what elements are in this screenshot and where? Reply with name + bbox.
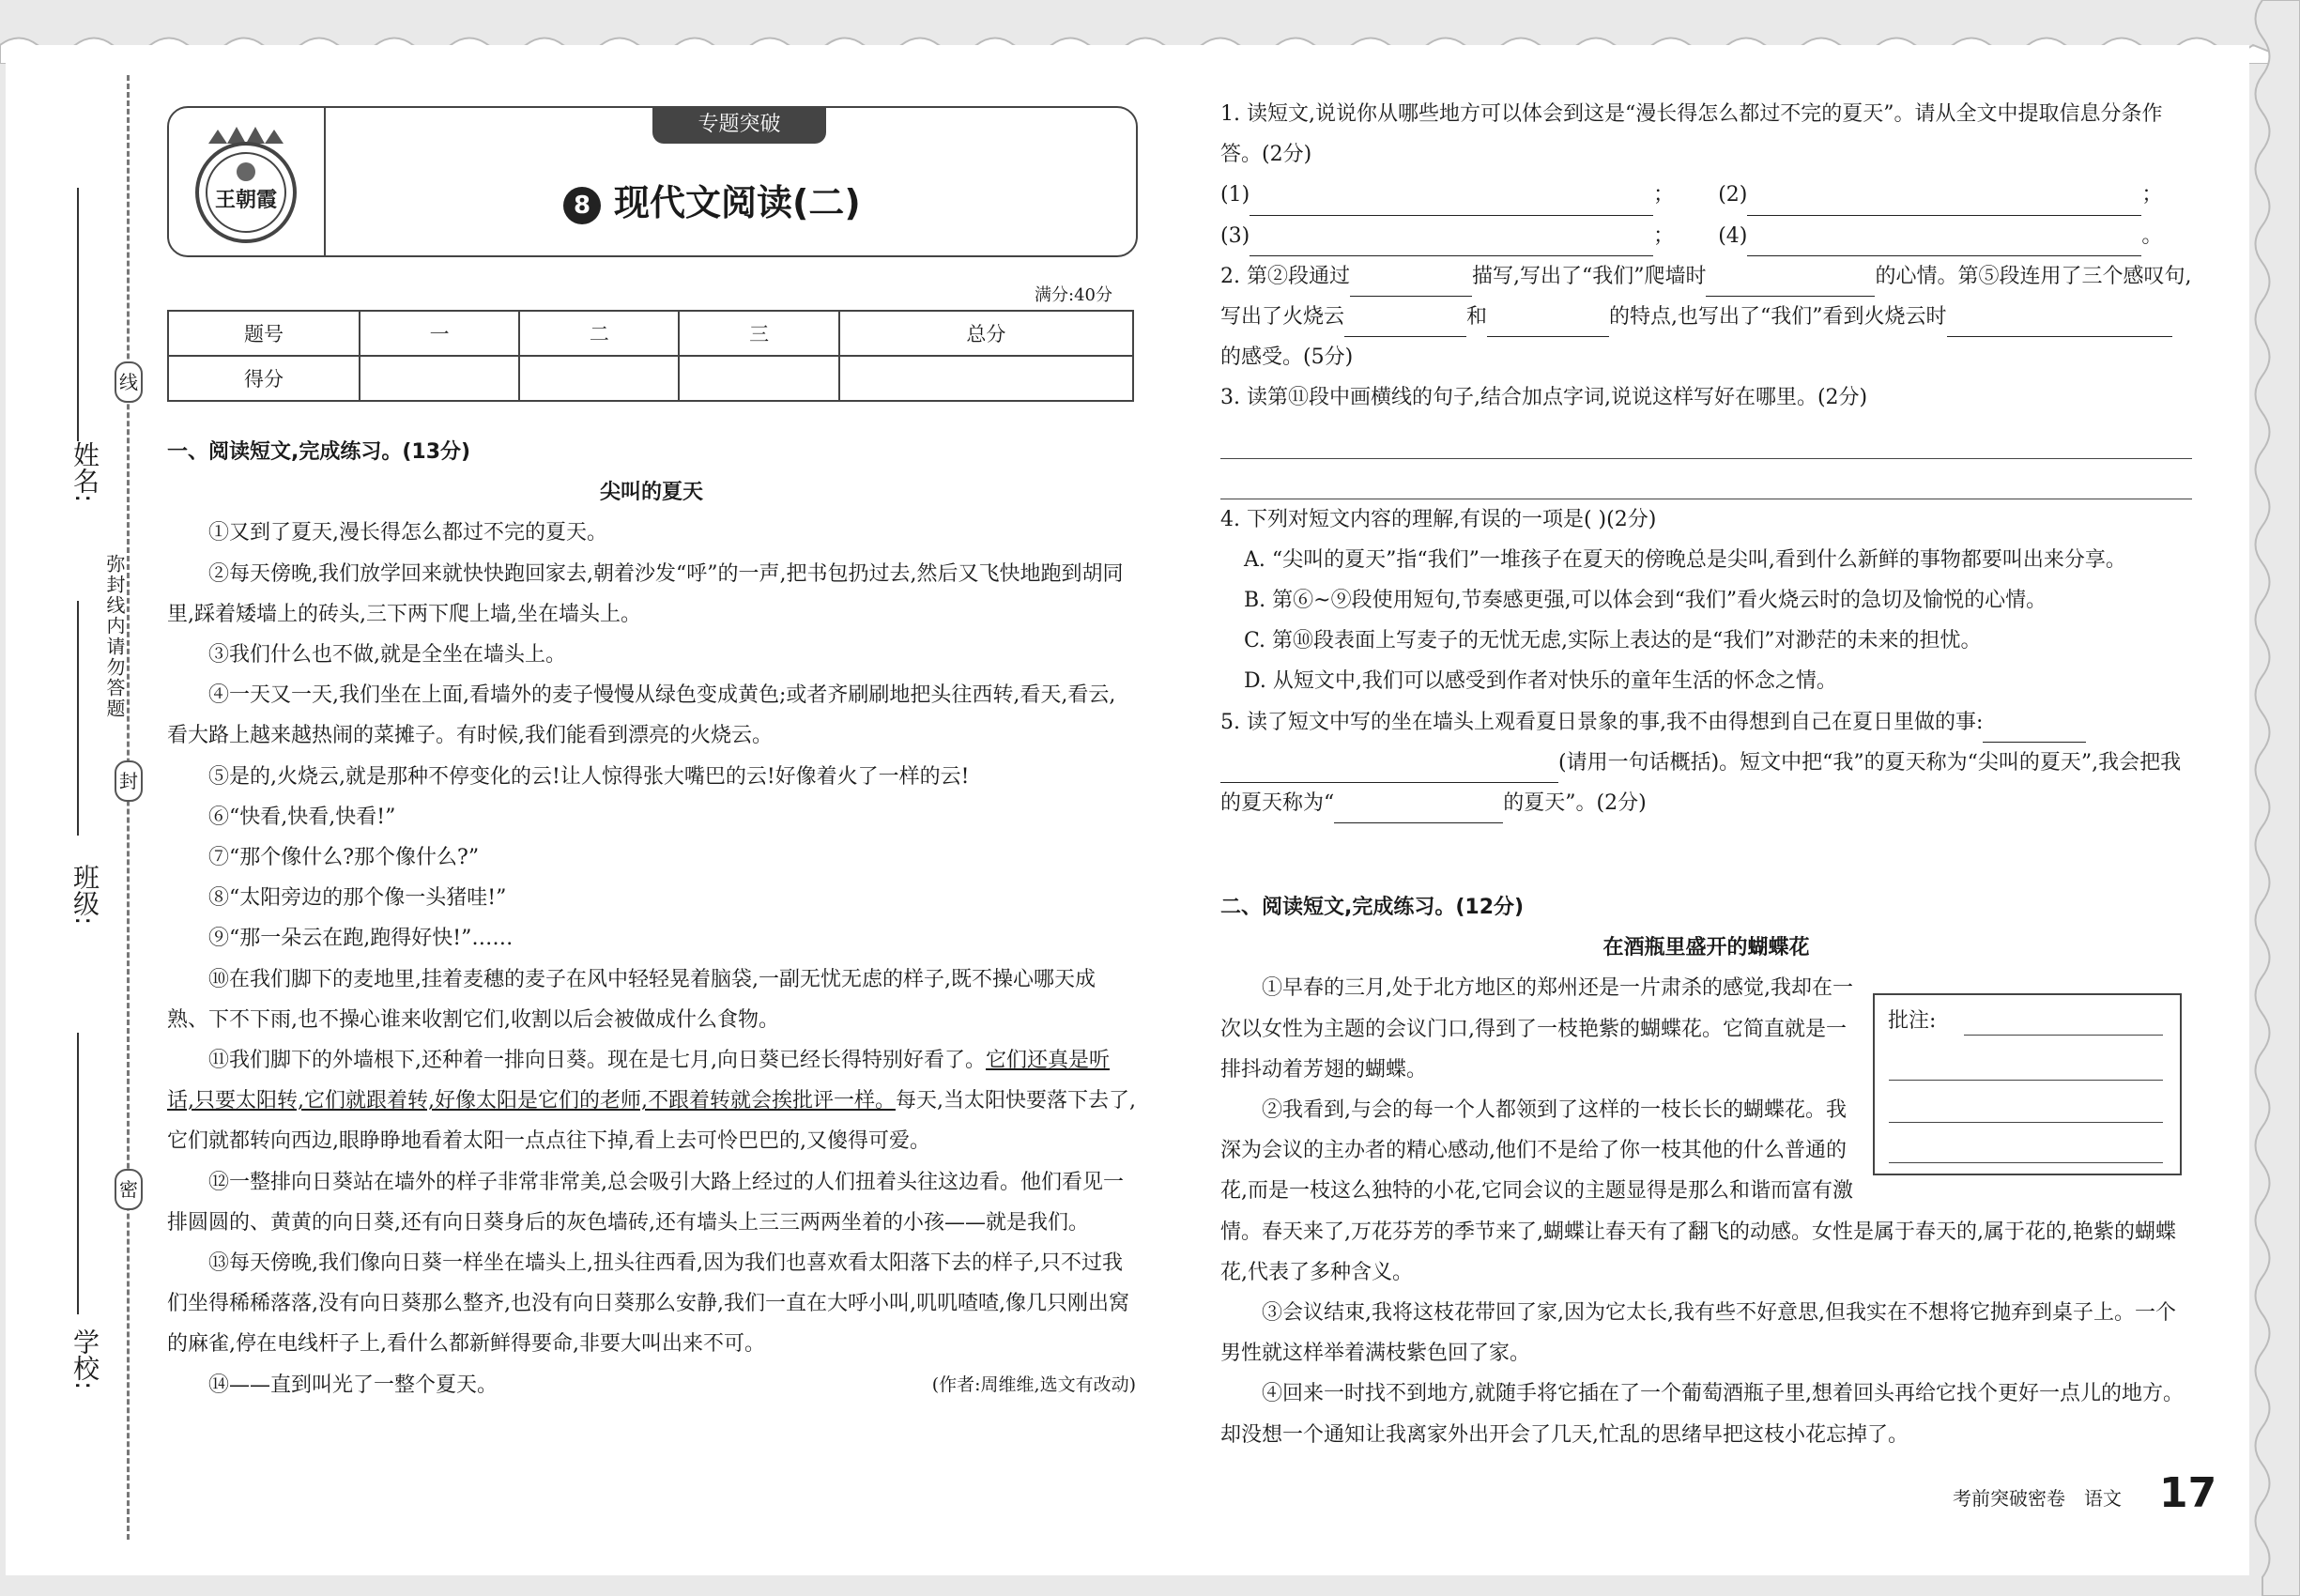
svg-text:王朝霞: 王朝霞 <box>214 188 278 212</box>
page-title <box>563 174 861 225</box>
passage2-title: 在酒瓶里盛开的蝴蝶花 <box>1602 936 1810 960</box>
mark-close: 密 <box>115 1169 143 1210</box>
answer-blank[interactable] <box>1250 189 1653 216</box>
wavy-right-edge <box>2244 0 2300 1596</box>
q2-text: 的感受。(5分) <box>1220 345 1354 370</box>
questions-section1 <box>1220 94 2192 823</box>
option-d[interactable]: D. 从短文中,我们可以感受到作者对快乐的童年生活的怀念之情。 <box>1244 669 1837 694</box>
footer-text: 考前突破密卷 语文 <box>1953 1487 2122 1510</box>
question-4: 4. 下列对短文内容的理解,有误的一项是( )(2分) <box>1220 507 1657 531</box>
table-cell: 三 <box>679 311 838 356</box>
section2-heading: 二、阅读短文,完成练习。(12分) <box>1220 896 1525 919</box>
table-cell: 一 <box>360 311 519 356</box>
q2-text: 和 <box>1466 305 1488 330</box>
blank-label: (4) <box>1718 223 1748 248</box>
school-label: 学校: <box>69 1328 100 1390</box>
paragraph: ②我看到,与会的每一个人都领到了这样的一枝长长的蝴蝶花。我深为会议的主办者的精心感动,他们不是给了你一枝其他的什么普通的花,而是一枝这么独特的小花,它同会议的主题显得是那么和谐而富有激情。春天来了,万花芬芳的季节来了,蝴蝶让春天有了翻飞的动感。女性是属于春天的,属于花的,艳紫的蝴蝶花,代表了多种含义。 <box>1220 1098 2176 1284</box>
table-cell: 总分 <box>839 311 1133 356</box>
answer-blank[interactable] <box>1334 796 1503 823</box>
paragraph: ④回来一时找不到地方,就随手将它插在了一个葡萄酒瓶子里,想着回头再给它找个更好一点儿的地方。却没想一个通知让我离家外出开会了几天,忙乱的思绪早把这枝小花忘掉了。 <box>1220 1382 2184 1447</box>
score-table <box>167 310 1134 402</box>
school-line <box>77 1033 79 1314</box>
annotation-line[interactable] <box>1889 1122 2163 1123</box>
paragraph: ⑬每天傍晚,我们像向日葵一样坐在墙头上,扭头往西看,因为我们也喜欢看太阳落下去的样子,只不过我们坐得稀稀落落,没有向日葵那么整齐,也没有向日葵那么安静,我们一直在大呼小叫,叽叽喳喳,像几只刚出窝的麻雀,停在电线杆子上,看什么都新鲜得要命,非要大叫出来不可。 <box>167 1251 1129 1357</box>
score-input-cell[interactable] <box>679 356 838 401</box>
title-text: 现代文阅读(二) <box>614 182 861 223</box>
q2-text: 2. 第②段通过 <box>1220 264 1350 288</box>
answer-blank[interactable] <box>1220 756 1558 783</box>
blank-label: (2) <box>1718 183 1748 207</box>
answer-blank[interactable] <box>1706 269 1875 297</box>
table-cell: 二 <box>519 311 679 356</box>
q1-blank-row: (1) ； (2) ； <box>1220 175 2192 215</box>
paragraph: ④一天又一天,我们坐在上面,看墙外的麦子慢慢从绿色变成黄色;或者齐刷刷地把头往西转,看天,看云,看大路上越来越热闹的菜摊子。有时候,我们能看到漂亮的火烧云。 <box>167 683 1116 748</box>
paragraph-text: ⑭——直到叫光了一整个夏天。 <box>208 1373 498 1397</box>
paragraph-11 <box>167 1040 1136 1162</box>
answer-blank[interactable] <box>1747 189 2141 216</box>
q1-blank-row: (3) ； (4) 。 <box>1220 216 2192 256</box>
q5-text: 的夏天”。(2分) <box>1503 791 1647 816</box>
table-row <box>168 311 1133 356</box>
section1-passage <box>167 432 1136 1405</box>
question-3: 3. 读第⑪段中画横线的句子,结合加点字词,说说这样写好在哪里。(2分) <box>1220 386 1868 410</box>
score-input-cell[interactable] <box>519 356 679 401</box>
question-1: 1. 读短文,说说你从哪些地方可以体会到这是“漫长得怎么都过不完的夏天”。请从全文中提取信息分条作答。(2分) <box>1220 102 2163 167</box>
table-cell: 题号 <box>168 311 360 356</box>
answer-blank[interactable] <box>1983 715 2086 743</box>
p11-start: ⑪我们脚下的外墙根下,还种着一排向日葵。现在是七月,向日葵已经长得特别好看了。 <box>208 1049 986 1073</box>
answer-blank[interactable] <box>1487 310 1609 337</box>
author-note: (作者:周维维,选文有改动) <box>931 1373 1136 1395</box>
name-label: 姓名: <box>69 441 100 503</box>
section1-heading: 一、阅读短文,完成练习。(13分) <box>167 440 471 464</box>
q2-text: 的特点,也写出了“我们”看到火烧云时 <box>1609 305 1947 330</box>
paragraph: ③我们什么也不做,就是全坐在墙头上。 <box>208 643 566 668</box>
binding-note: 弥封线内请勿答题 <box>103 554 126 719</box>
paragraph-text: ①早春的三月,处于北方地区的郑州还是一片肃杀的感觉,我却在一次以女性为主题的会议门口,得到了一枝艳紫的蝴蝶花。它简直就是一排抖动着芳翅的蝴蝶。 <box>1220 976 1853 1082</box>
option-c[interactable]: C. 第⑩段表面上写麦子的无忧无虑,实际上表达的是“我们”对渺茫的未来的担忧。 <box>1244 629 1982 653</box>
page-number: 17 <box>2159 1469 2217 1517</box>
passage-title: 尖叫的夏天 <box>599 481 703 505</box>
paragraph: ②每天傍晚,我们放学回来就快快跑回家去,朝着沙发“呼”的一声,把书包扔过去,然后又飞快地跑到胡同里,踩着矮墙上的砖头,三下两下爬上墙,坐在墙头上。 <box>167 561 1124 626</box>
score-input-cell[interactable] <box>360 356 519 401</box>
full-mark: 满分:40分 <box>1035 285 1112 305</box>
brand-seal-logo <box>190 115 302 247</box>
topic-tag: 专题突破 <box>652 106 826 144</box>
answer-line[interactable] <box>1220 419 2192 459</box>
p11-underlined-sentence: 它们还真是听话,只要太阳转,它们就跟着转,好像太阳是它们的老师,不跟着转就会挨批评一样。 <box>167 1049 1111 1113</box>
option-b[interactable]: B. 第⑥~⑨段使用短句,节奏感更强,可以体会到“我们”看火烧云时的急切及愉悦的心情。 <box>1244 589 2047 613</box>
q2-text: 描写,写出了“我们”爬墙时 <box>1471 264 1707 288</box>
name-line <box>77 188 79 441</box>
annotation-line[interactable] <box>1889 1080 2163 1081</box>
q5-text: (请用一句话概括)。短文中把“我”的夏天称为“尖叫的夏天”,我会把我的夏天称为“ <box>1220 750 2182 816</box>
answer-blank[interactable] <box>1947 310 2172 337</box>
answer-blank[interactable] <box>1350 269 1472 297</box>
paragraph: ⑩在我们脚下的麦地里,挂着麦穗的麦子在风中轻轻晃着脑袋,一副无忧无虑的样子,既不操心哪天成熟、下不下雨,也不操心谁来收割它们,收割以后会被做成什么食物。 <box>167 967 1096 1032</box>
blank-label: (1) <box>1220 183 1250 207</box>
header-divider <box>324 108 326 255</box>
paragraph: ③会议结束,我将这枝花带回了家,因为它太长,我有些不好意思,但我实在不想将它抛弃到桌子上。一个男性就这样举着满枝紫色回了家。 <box>1220 1301 2176 1366</box>
answer-line[interactable] <box>1220 459 2192 499</box>
annotation-line[interactable] <box>1889 1162 2163 1163</box>
question-2 <box>1220 256 2192 378</box>
paragraph: ⑤是的,火烧云,就是那种不停变化的云!让人惊得张大嘴巴的云!好像着火了一样的云! <box>208 764 970 789</box>
class-line <box>77 601 79 836</box>
mark-line: 线 <box>115 361 143 403</box>
answer-blank[interactable] <box>1250 229 1653 256</box>
mark-seal: 封 <box>115 760 143 802</box>
paragraph: ⑥“快看,快看,快看!” <box>208 805 396 829</box>
option-a[interactable]: A. “尖叫的夏天”指“我们”一堆孩子在夏天的傍晚总是尖叫,看到什么新鲜的事物都要叫出来分享。 <box>1244 547 2126 572</box>
annotation-line[interactable] <box>1964 1035 2163 1036</box>
q2-text: 的心情。第⑤段连用了三个感叹句,写出了火烧云 <box>1220 264 2192 330</box>
topic-number: 8 <box>563 187 601 224</box>
table-row <box>168 356 1133 401</box>
answer-blank[interactable] <box>1747 229 2141 256</box>
score-input-cell[interactable] <box>839 356 1133 401</box>
table-cell: 得分 <box>168 356 360 401</box>
blank-label: (3) <box>1220 223 1250 248</box>
q5-text: 5. 读了短文中写的坐在墙头上观看夏日景象的事,我不由得想到自己在夏日里做的事: <box>1220 710 1984 734</box>
seal-dashed-line <box>127 75 130 1540</box>
paragraph: ①又到了夏天,漫长得怎么都过不完的夏天。 <box>208 521 607 545</box>
annotation-label: 批注: <box>1888 1009 1937 1033</box>
topic-header <box>167 106 1138 257</box>
p11-end: 每天,当太阳快要落下去了,它们就都转向西边,眼睁睁地看着太阳一点点往下掉,看上去可怜巴巴的,又傻得可爱。 <box>167 1089 1136 1154</box>
paragraph: ⑧“太阳旁边的那个像一头猪哇!” <box>208 886 507 911</box>
paragraph: ⑦“那个像什么?那个像什么?” <box>208 846 480 870</box>
question-5 <box>1220 702 2192 824</box>
paragraph: ⑨“那一朵云在跑,跑得好快!”…… <box>208 927 514 951</box>
paragraph: ⑫一整排向日葵站在墙外的样子非常非常美,总会吸引大路上经过的人们扭着头往这边看。他们看见一排圆圆的、黄黄的向日葵,还有向日葵身后的灰色墙砖,还有墙头上三三两两坐着的小孩——就是我们。 <box>167 1170 1124 1235</box>
answer-blank[interactable] <box>1344 310 1466 337</box>
paragraph <box>167 1365 1136 1405</box>
class-label: 班级: <box>69 864 100 926</box>
annotation-box[interactable] <box>1873 993 2182 1175</box>
